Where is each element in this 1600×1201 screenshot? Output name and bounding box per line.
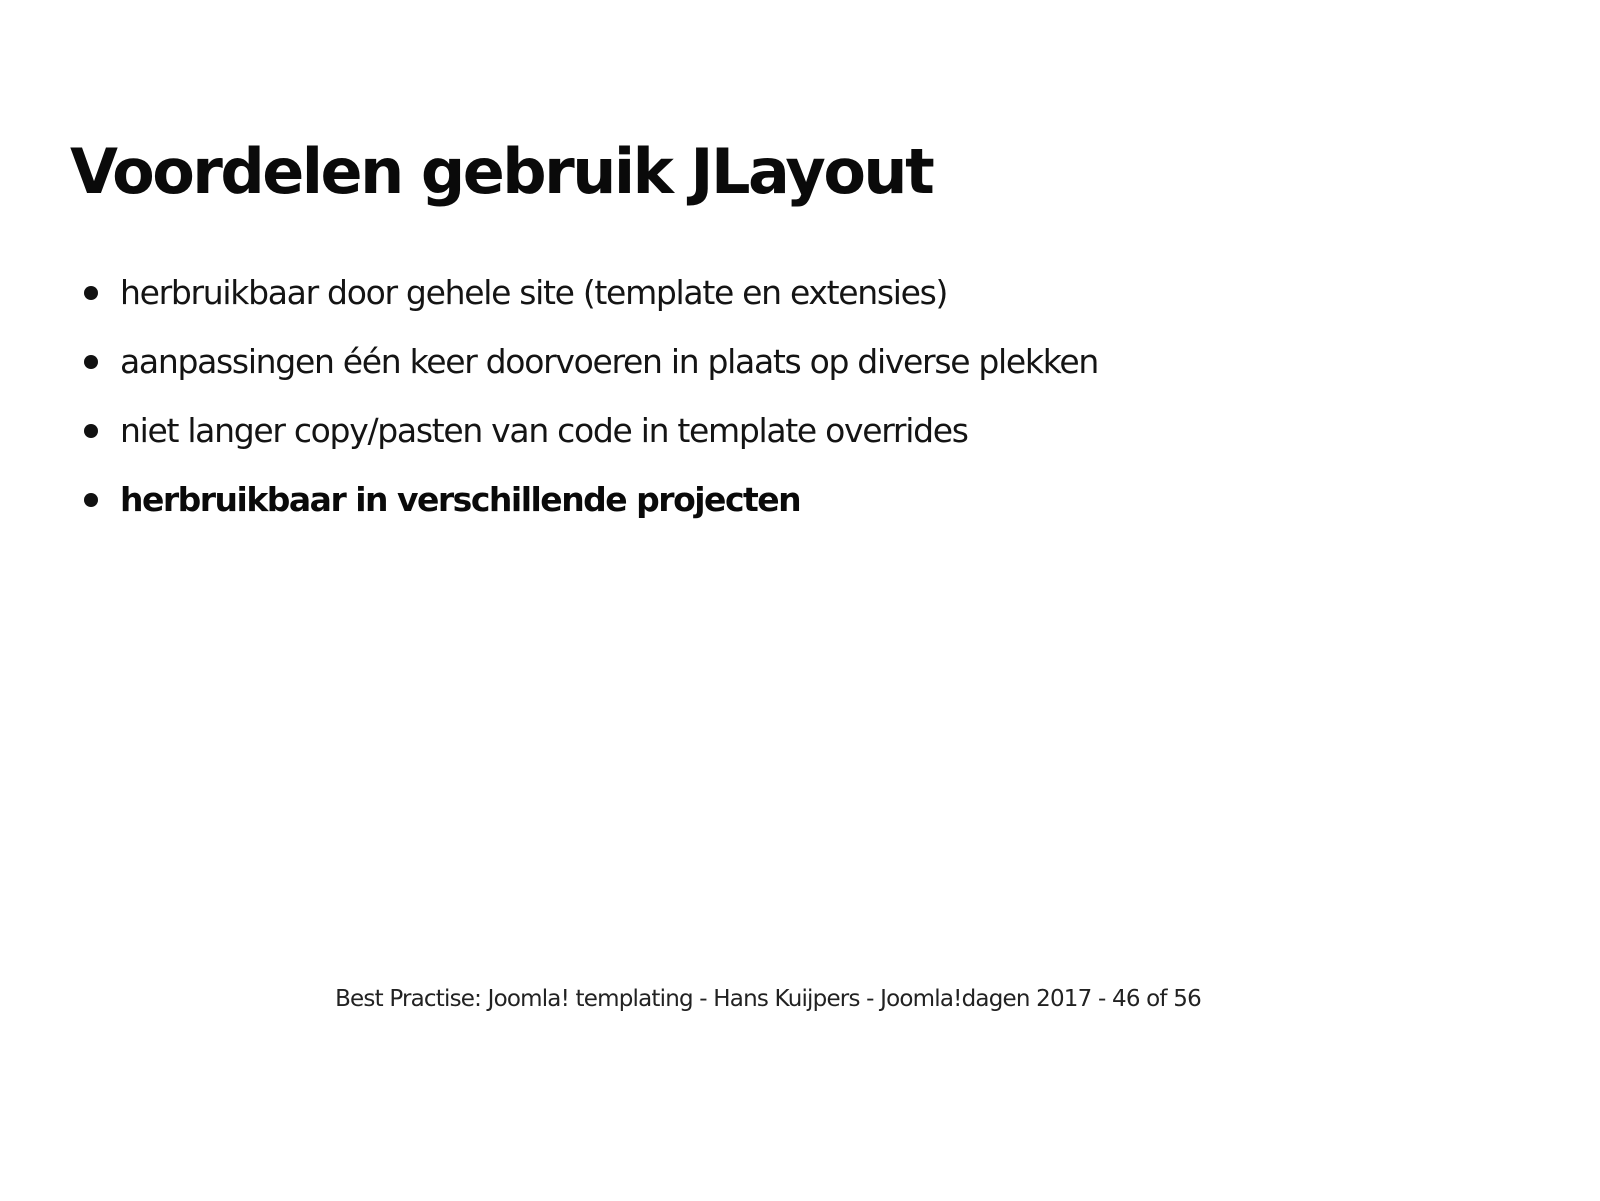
- bullet-text: aanpassingen één keer doorvoeren in plaats op diverse plekken: [120, 342, 1098, 381]
- bullet-dot-icon: [84, 355, 98, 369]
- bullet-dot-icon: [84, 493, 98, 507]
- bullet-list: [84, 258, 1098, 534]
- bullet-item: [84, 258, 1098, 327]
- bullet-item: [84, 327, 1098, 396]
- bullet-item: [84, 396, 1098, 465]
- slide-title: Voordelen gebruik JLayout: [70, 135, 933, 208]
- bullet-text: herbruikbaar door gehele site (template en extensies): [120, 273, 948, 312]
- bullet-text: niet langer copy/pasten van code in template overrides: [120, 411, 968, 450]
- slide-footer: Best Practise: Joomla! templating - Hans Kuijpers - Joomla!dagen 2017 - 46 of 56: [335, 986, 1201, 1012]
- bullet-dot-icon: [84, 286, 98, 300]
- bullet-dot-icon: [84, 424, 98, 438]
- bullet-text: herbruikbaar in verschillende projecten: [120, 480, 801, 519]
- bullet-item-emphasized: [84, 465, 1098, 534]
